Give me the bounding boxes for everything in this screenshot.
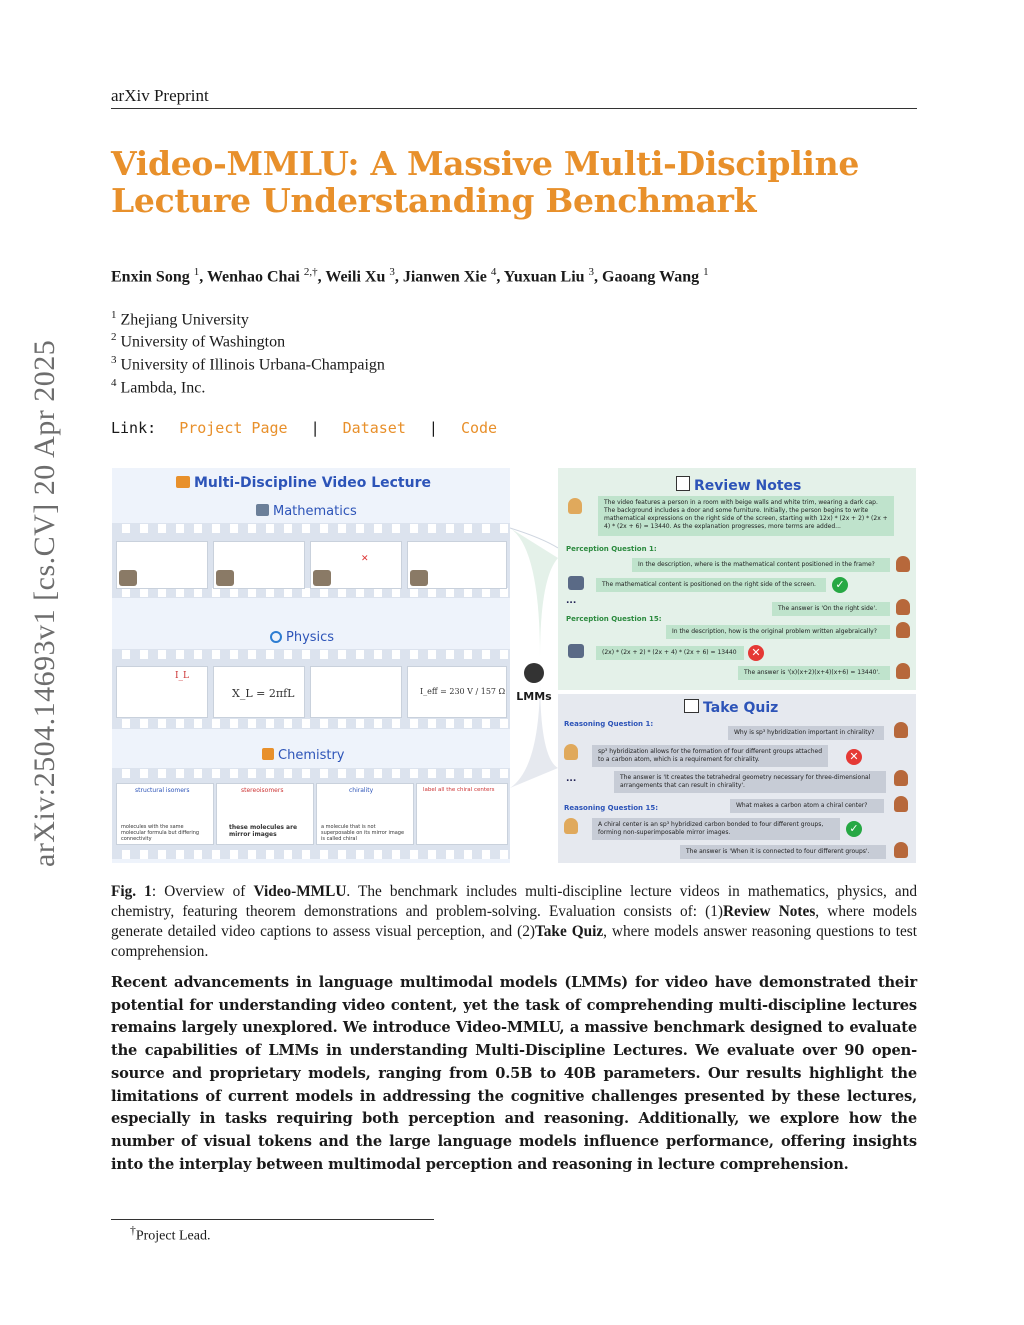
author-name: Jianwen Xie — [402, 268, 487, 286]
physics-frame: I_eff = 230 V / 157 Ω — [407, 666, 507, 718]
film-holes — [112, 850, 510, 859]
rq1-label: Reasoning Question 1: — [564, 720, 654, 728]
paper-title: Video-MMLU: A Massive Multi-Discipline Lecture Understanding Benchmark — [111, 144, 860, 220]
physics-frame: I_L — [116, 666, 208, 718]
student-avatar — [568, 498, 582, 514]
quiz-icon — [684, 699, 699, 713]
ellipsis: ... — [566, 774, 577, 784]
author-sup: 2,† — [303, 266, 318, 278]
author-sup: 1 — [193, 266, 200, 278]
wrong-icon: ✕ — [846, 749, 862, 765]
lmm-label: LMMs — [516, 690, 552, 703]
model-robot-icon — [568, 576, 584, 590]
chem-card: chirality a molecule that is not superposable on its mirror image is called chiral — [316, 783, 414, 845]
correct-icon: ✓ — [832, 577, 848, 593]
teacher-avatar — [896, 556, 910, 572]
author-list: Enxin Song $^1$, Wenhao Chai $^{2,\dagger}$, Weili Xu $^3$, Jianwen Xie $^4$, Yuxuan Liu $^3$, Gaoang Wang $^1$ — [111, 266, 709, 286]
footnote: †Project Lead. — [130, 1224, 211, 1244]
author-sup: 1 — [703, 266, 709, 278]
math-title: Mathematics — [256, 504, 357, 519]
pq15-question: In the description, how is the original problem written algebraically? — [666, 625, 890, 639]
pq1-model-answer: The mathematical content is positioned on the right side of the screen. — [596, 578, 826, 592]
film-holes — [112, 769, 510, 778]
notes-icon — [676, 476, 690, 491]
pq15-label: Perception Question 15: — [566, 615, 662, 623]
affiliation: $^1$ Zhejiang University — [111, 309, 249, 329]
physics-frame: X_L = 2πfL — [213, 666, 305, 718]
rq15-label: Reasoning Question 15: — [564, 804, 659, 812]
dataset-link[interactable]: Dataset — [342, 419, 406, 437]
math-frame — [213, 541, 305, 589]
video-lecture-title: Multi-Discipline Video Lecture — [176, 475, 431, 491]
teacher-avatar — [894, 842, 908, 858]
teacher-avatar — [896, 622, 910, 638]
lmm-icon — [524, 663, 544, 683]
review-notes-title: Review Notes — [676, 476, 801, 494]
pq1-label: Perception Question 1: — [566, 545, 657, 553]
teacher-avatar — [894, 770, 908, 786]
review-caption-bubble: The video features a person in a room with beige walls and white trim, wearing a dark cap. The background includes a door and some furniture. Initially, the person begins to write mathematical expressions on the right side of the screen, starting with 12x) * (2x + 2) * (2x + 4) * (2x + 6) = 13440. As the explanation progresses, more terms are added... — [598, 496, 894, 536]
physics-frame — [310, 666, 402, 718]
code-link[interactable]: Code — [460, 419, 498, 437]
film-holes — [112, 719, 510, 728]
affiliation: $^2$ University of Washington — [111, 331, 286, 351]
link-separator: | — [428, 419, 438, 437]
student-avatar — [564, 818, 578, 834]
links-row — [111, 419, 497, 437]
chem-card: label all the chiral centers — [416, 783, 508, 845]
chemistry-title: Chemistry — [262, 748, 345, 763]
overview-figure — [112, 468, 916, 863]
project-page-link[interactable]: Project Page — [179, 419, 288, 437]
video-lecture-panel — [112, 468, 510, 863]
links-label: Link: — [111, 419, 157, 437]
author-name: Yuxuan Liu — [503, 268, 585, 286]
author-sup: 3 — [588, 266, 595, 278]
pq1-gold-answer: The answer is 'On the right side'. — [772, 602, 890, 616]
rq15-gold-answer: The answer is 'When it is connected to four different groups'. — [680, 845, 886, 859]
abstract: Recent advancements in language multimodal models (LMMs) for video have demonstrated their potential for understanding video content, yet the task of comprehending multi-discipline lectures remains largely unexplored. We introduce Video-MMLU, a massive benchmark designed to evaluate the capabilities of LMMs in understanding Multi-Discipline Lectures. We evaluate over 90 open-source and proprietary models, ranging from 0.5B to 40B parameters. Our results highlight the limitations of current models in addressing the cognitive challenges presented by these lectures, especially in tasks requiring both perception and reasoning. Additionally, we explore how the number of visual tokens and the large language models influence performance, offering insights into the interplay between multimodal perception and reasoning in lecture comprehension. — [111, 974, 917, 1173]
chem-card: structural isomers molecules with the same molecular formula but differing connectivity — [116, 783, 214, 845]
rq1-model-answer: sp³ hybridization allows for the formation of four different groups attached to a carbon atom, which is a requirement for chirality. — [592, 745, 828, 767]
physics-title: Physics — [270, 630, 334, 645]
rq15-question: What makes a carbon atom a chiral center? — [730, 799, 884, 813]
author-name: Weili Xu — [325, 268, 386, 286]
affiliation: $^3$ University of Illinois Urbana-Champaign — [111, 354, 385, 374]
pq15-model-answer: (2x) * (2x + 2) * (2x + 4) * (2x + 6) = 13440 — [596, 646, 744, 660]
chem-card: stereoisomers these molecules are mirror images — [216, 783, 314, 845]
rq15-model-answer: A chiral center is an sp³ hybridized carbon bonded to four different groups, forming non-superimposable mirror images. — [592, 818, 840, 840]
author-name: Wenhao Chai — [206, 268, 300, 286]
atom-icon — [270, 631, 282, 643]
header-rule — [111, 108, 917, 109]
pq1-question: In the description, where is the mathematical content positioned in the frame? — [632, 558, 890, 572]
evaluation-panel — [558, 468, 916, 863]
lmm-connector — [510, 468, 558, 863]
video-lecture-icon — [176, 476, 190, 488]
rq1-gold-answer: The answer is 'It creates the tetrahedral geometry necessary for three-dimensional arrangements that can result in chirality'. — [614, 771, 886, 793]
teacher-avatar — [894, 722, 908, 738]
author-sup: 4 — [490, 266, 497, 278]
film-holes — [112, 650, 510, 659]
math-icon — [256, 504, 269, 516]
author-sup: 3 — [389, 266, 395, 278]
link-separator: | — [310, 419, 320, 437]
math-frame — [116, 541, 208, 589]
figure-caption: Fig. 1: Overview of Video-MMLU. The benchmark includes multi-discipline lecture videos in mathematics, physics, and chemistry, featuring theorem demonstrations and problem-solving. Evaluation consists of: (1)Review Notes, where models generate detailed video captions to assess visual perception, and (2)Take Quiz, where models answer reasoning questions to test comprehension. — [111, 883, 917, 960]
running-head: arXiv Preprint — [111, 86, 209, 105]
take-quiz-title: Take Quiz — [684, 699, 778, 716]
affiliation: $^4$ Lambda, Inc. — [111, 377, 206, 397]
film-holes — [112, 524, 510, 533]
model-robot-icon — [568, 644, 584, 658]
math-frame — [407, 541, 507, 589]
arxiv-side-stamp: arXiv:2504.14693v1 [cs.CV] 20 Apr 2025 — [28, 339, 61, 867]
teacher-avatar — [896, 663, 910, 679]
film-holes — [112, 588, 510, 597]
teacher-avatar — [896, 599, 910, 615]
teacher-avatar — [894, 796, 908, 812]
correct-icon: ✓ — [846, 821, 862, 837]
rq1-question: Why is sp³ hybridization important in chirality? — [728, 726, 884, 740]
author-name: Enxin Song — [111, 268, 190, 286]
wrong-icon: ✕ — [748, 645, 764, 661]
footnote-rule — [111, 1219, 434, 1220]
chemistry-icon — [262, 748, 274, 760]
ellipsis: ... — [566, 596, 577, 606]
author-name: Gaoang Wang — [602, 268, 700, 286]
student-avatar — [564, 744, 578, 760]
math-frame: ✕ — [310, 541, 402, 589]
pq15-gold-answer: The answer is '(x)(x+2)(x+4)(x+6) = 13440'. — [738, 666, 890, 680]
